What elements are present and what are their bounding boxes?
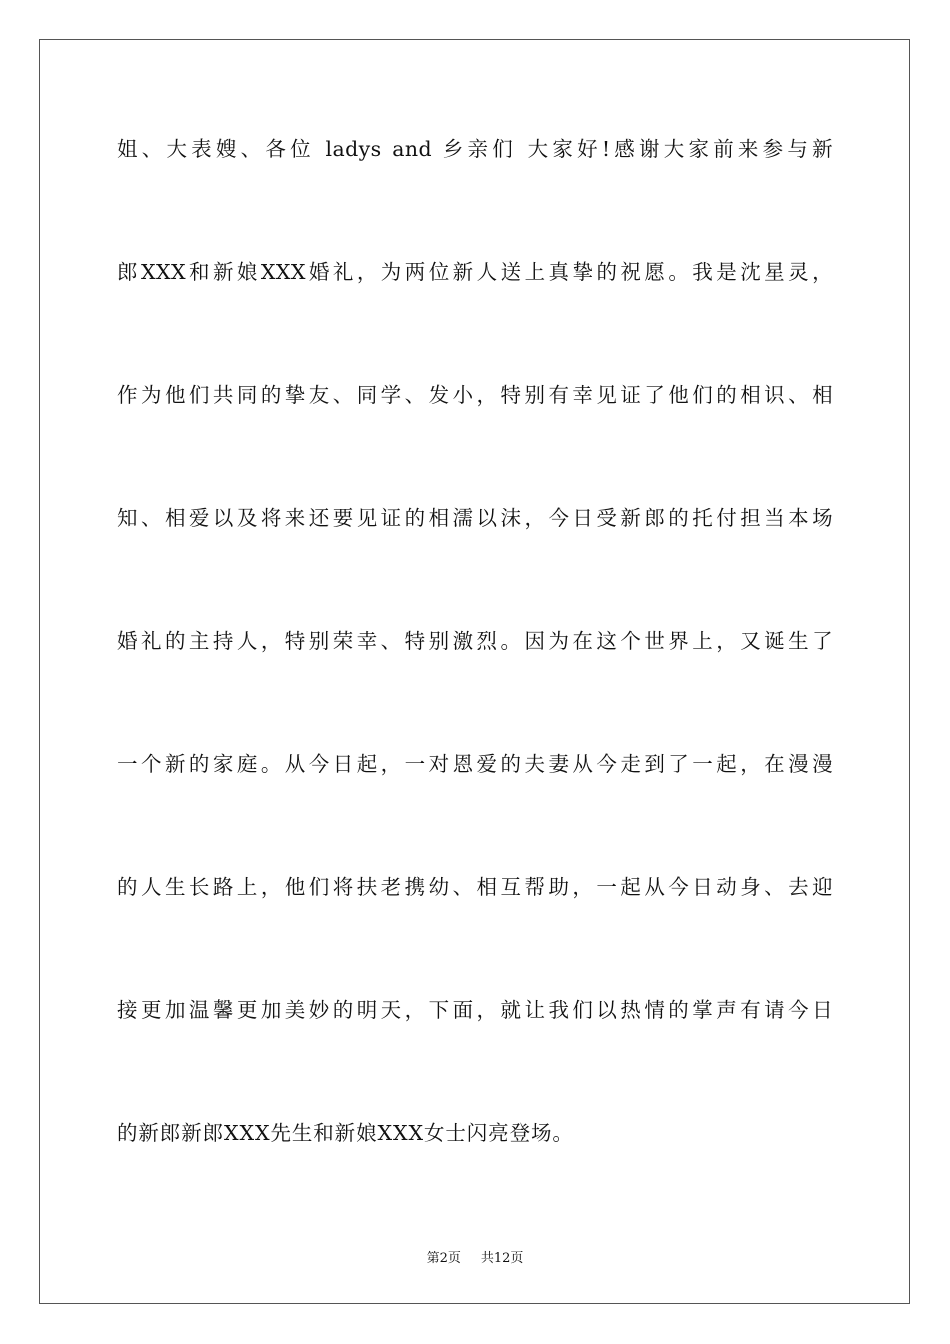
text-line-8: 接更加温馨更加美妙的明天，下面，就让我们以热情的掌声有请今日 [117,998,833,1022]
text-line-9: 的新郎新郎XXX先生和新娘XXX女士闪亮登场。 [117,1121,574,1145]
page-total: 共12页 [480,1251,524,1266]
document-body [117,124,833,1231]
text-line-2: 郎XXX和新娘XXX婚礼，为两位新人送上真挚的祝愿。我是沈星灵， [117,260,833,284]
page-footer [0,1247,950,1266]
text-line-1: 姐、大表嫂、各位 ladys and 乡亲们 大家好!感谢大家前来参与新 [117,137,833,161]
text-line-6: 一个新的家庭。从今日起，一对恩爱的夫妻从今走到了一起，在漫漫 [117,752,833,776]
text-line-3: 作为他们共同的挚友、同学、发小，特别有幸见证了他们的相识、相 [117,383,833,407]
text-line-4: 知、相爱以及将来还要见证的相濡以沫，今日受新郎的托付担当本场 [117,506,833,530]
text-line-5: 婚礼的主持人，特别荣幸、特别激烈。因为在这个世界上，又诞生了 [117,629,833,653]
page-number: 第2页 [426,1251,461,1266]
text-line-7: 的人生长路上，他们将扶老携幼、相互帮助，一起从今日动身、去迎 [117,875,833,899]
